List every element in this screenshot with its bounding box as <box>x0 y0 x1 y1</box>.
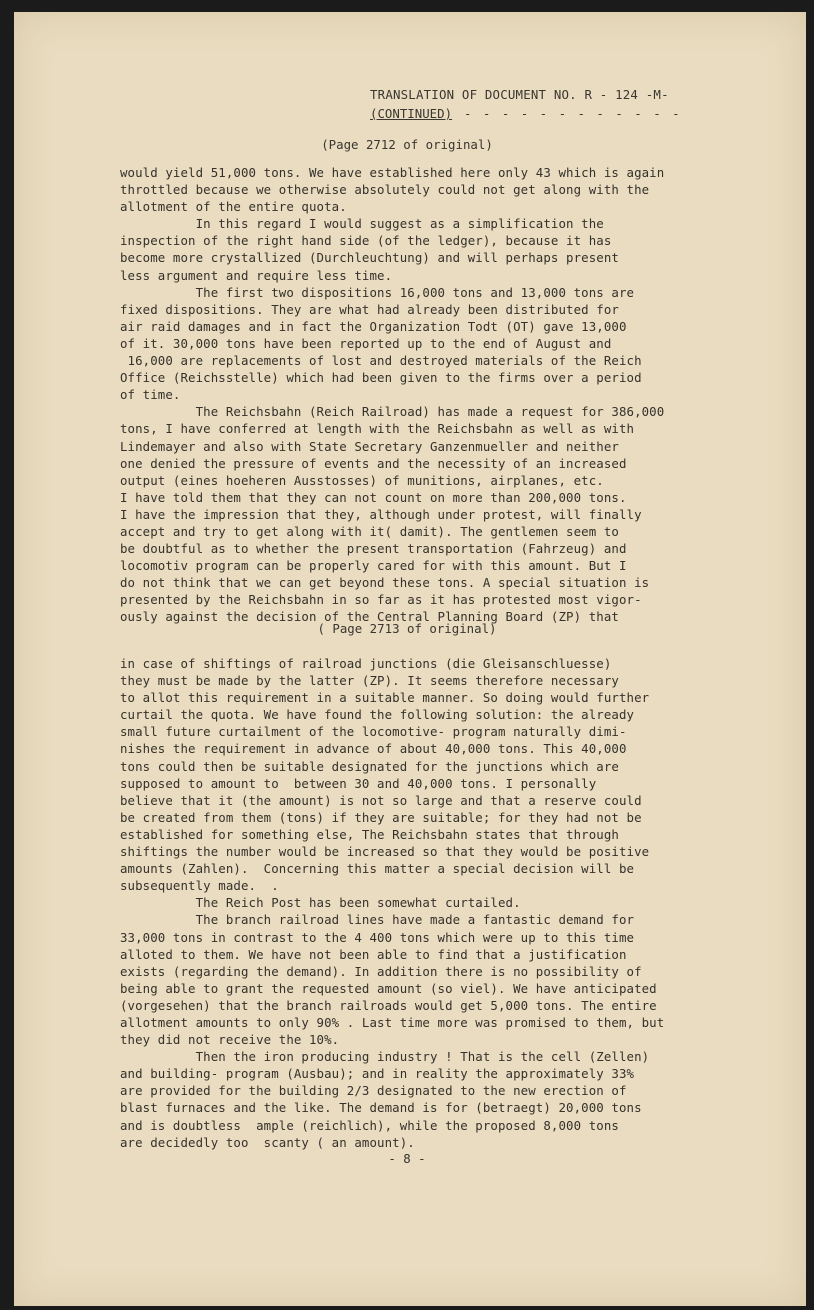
text-line: The Reichsbahn (Reich Railroad) has made a request for 386,000 <box>120 404 665 420</box>
text-line: alloted to them. We have not been able to find that a justification <box>120 946 627 962</box>
text-line: I have the impression that they, although under protest, will finally <box>120 506 642 522</box>
text-line: be created from them (tons) if they are suitable; for they had not be <box>120 809 642 825</box>
text-line: and building- program (Ausbau); and in reality the approximately 33% <box>120 1066 635 1082</box>
text-line: The first two dispositions 16,000 tons and 13,000 tons are <box>120 284 635 300</box>
text-line: presented by the Reichsbahn in so far as it has protested most vigor- <box>120 592 642 608</box>
text-line: allotment of the entire quota. <box>120 199 347 215</box>
text-line: ously against the decision of the Central Planning Board (ZP) that <box>120 609 619 625</box>
text-line: Office (Reichsstelle) which had been given to the firms over a period <box>120 370 642 386</box>
text-line: throttled because we otherwise absolutely could not get along with the <box>120 182 650 198</box>
text-line: tons, I have conferred at length with the Reichsbahn as well as with <box>120 421 635 437</box>
text-line: shiftings the number would be increased so that they would be positive <box>120 844 650 860</box>
text-line: air raid damages and in fact the Organization Todt (OT) gave 13,000 <box>120 318 627 334</box>
text-line: nishes the requirement in advance of about 40,000 tons. This 40,000 <box>120 741 627 757</box>
page-note-2712: (Page 2712 of original) <box>321 137 493 152</box>
text-line: (vorgesehen) that the branch railroads would get 5,000 tons. The entire <box>120 997 657 1013</box>
text-line: The branch railroad lines have made a fantastic demand for <box>120 912 635 928</box>
text-line: of time. <box>120 387 181 403</box>
text-line: I have told them that they can not count on more than 200,000 tons. <box>120 489 627 505</box>
text-line: one denied the pressure of events and the necessity of an increased <box>120 455 627 471</box>
text-line: output (eines hoeheren Ausstosses) of munitions, airplanes, etc. <box>120 472 604 488</box>
paragraph-block-1 <box>120 164 720 626</box>
text-line: 16,000 are replacements of lost and destroyed materials of the Reich <box>120 353 642 369</box>
text-line: are decidedly too scanty ( an amount). <box>120 1134 415 1150</box>
text-line: become more crystallized (Durchleuchtung) and will perhaps present <box>120 250 619 266</box>
text-line: supposed to amount to between 30 and 40,000 tons. I personally <box>120 775 597 791</box>
text-line: tons could then be suitable designated for the junctions which are <box>120 758 619 774</box>
text-line: they did not receive the 10%. <box>120 1032 340 1048</box>
text-line: being able to grant the requested amount (so viel). We have anticipated <box>120 980 657 996</box>
text-line: amounts (Zahlen). Concerning this matter a special decision will be <box>120 861 635 877</box>
paragraph-block-2 <box>120 655 720 1151</box>
text-line: believe that it (the amount) is not so large and that a reserve could <box>120 792 642 808</box>
text-line: The Reich Post has been somewhat curtailed. <box>120 895 521 911</box>
text-line: Then the iron producing industry ! That is the cell (Zellen) <box>120 1049 650 1065</box>
text-line: blast furnaces and the like. The demand is for (betraegt) 20,000 tons <box>120 1100 642 1116</box>
text-line: to allot this requirement in a suitable manner. So doing would further <box>120 690 650 706</box>
text-line: subsequently made. . <box>120 878 279 894</box>
text-line: less argument and require less time. <box>120 267 393 283</box>
page-number: - 8 - <box>388 1151 426 1166</box>
text-line: accept and try to get along with it( damit). The gentlemen seem to <box>120 523 619 539</box>
text-line: in case of shiftings of railroad junctions (die Gleisanschluesse) <box>120 656 612 671</box>
text-line: small future curtailment of the locomotive- program naturally dimi- <box>120 724 627 740</box>
text-line: established for something else, The Reichsbahn states that through <box>120 826 619 842</box>
text-line: Lindemayer and also with State Secretary Ganzenmueller and neither <box>120 438 619 454</box>
text-line: In this regard I would suggest as a simplification the <box>120 216 604 232</box>
text-line: locomotiv program can be properly cared for with this amount. But I <box>120 558 627 574</box>
text-line: be doubtful as to whether the present transportation (Fahrzeug) and <box>120 541 627 557</box>
text-line: exists (regarding the demand). In addition there is no possibility of <box>120 963 642 979</box>
text-line: and is doubtless ample (reichlich), while the proposed 8,000 tons <box>120 1117 619 1133</box>
document-title: TRANSLATION OF DOCUMENT NO. R - 124 -M- <box>370 87 669 102</box>
text-line: curtail the quota. We have found the following solution: the already <box>120 707 635 723</box>
text-line: do not think that we can get beyond these tons. A special situation is <box>120 575 650 591</box>
text-line: inspection of the right hand side (of the ledger), because it has <box>120 233 612 249</box>
page-note-2713: ( Page 2713 of original) <box>317 621 497 636</box>
text-line: of it. 30,000 tons have been reported up to the end of August and <box>120 335 612 351</box>
text-line: fixed dispositions. They are what had already been distributed for <box>120 301 619 317</box>
text-line: they must be made by the latter (ZP). It seems therefore necessary <box>120 673 619 689</box>
text-line: allotment amounts to only 90% . Last time more was promised to them, but <box>120 1014 665 1030</box>
header-dash-rule: - - - - - - - - - - - - <box>464 106 682 121</box>
text-line: 33,000 tons in contrast to the 4 400 tons which were up to this time <box>120 929 635 945</box>
text-line: are provided for the building 2/3 designated to the new erection of <box>120 1083 627 1099</box>
text-line: would yield 51,000 tons. We have established here only 43 which is again <box>120 165 665 180</box>
continued-label: (CONTINUED) <box>370 106 453 121</box>
